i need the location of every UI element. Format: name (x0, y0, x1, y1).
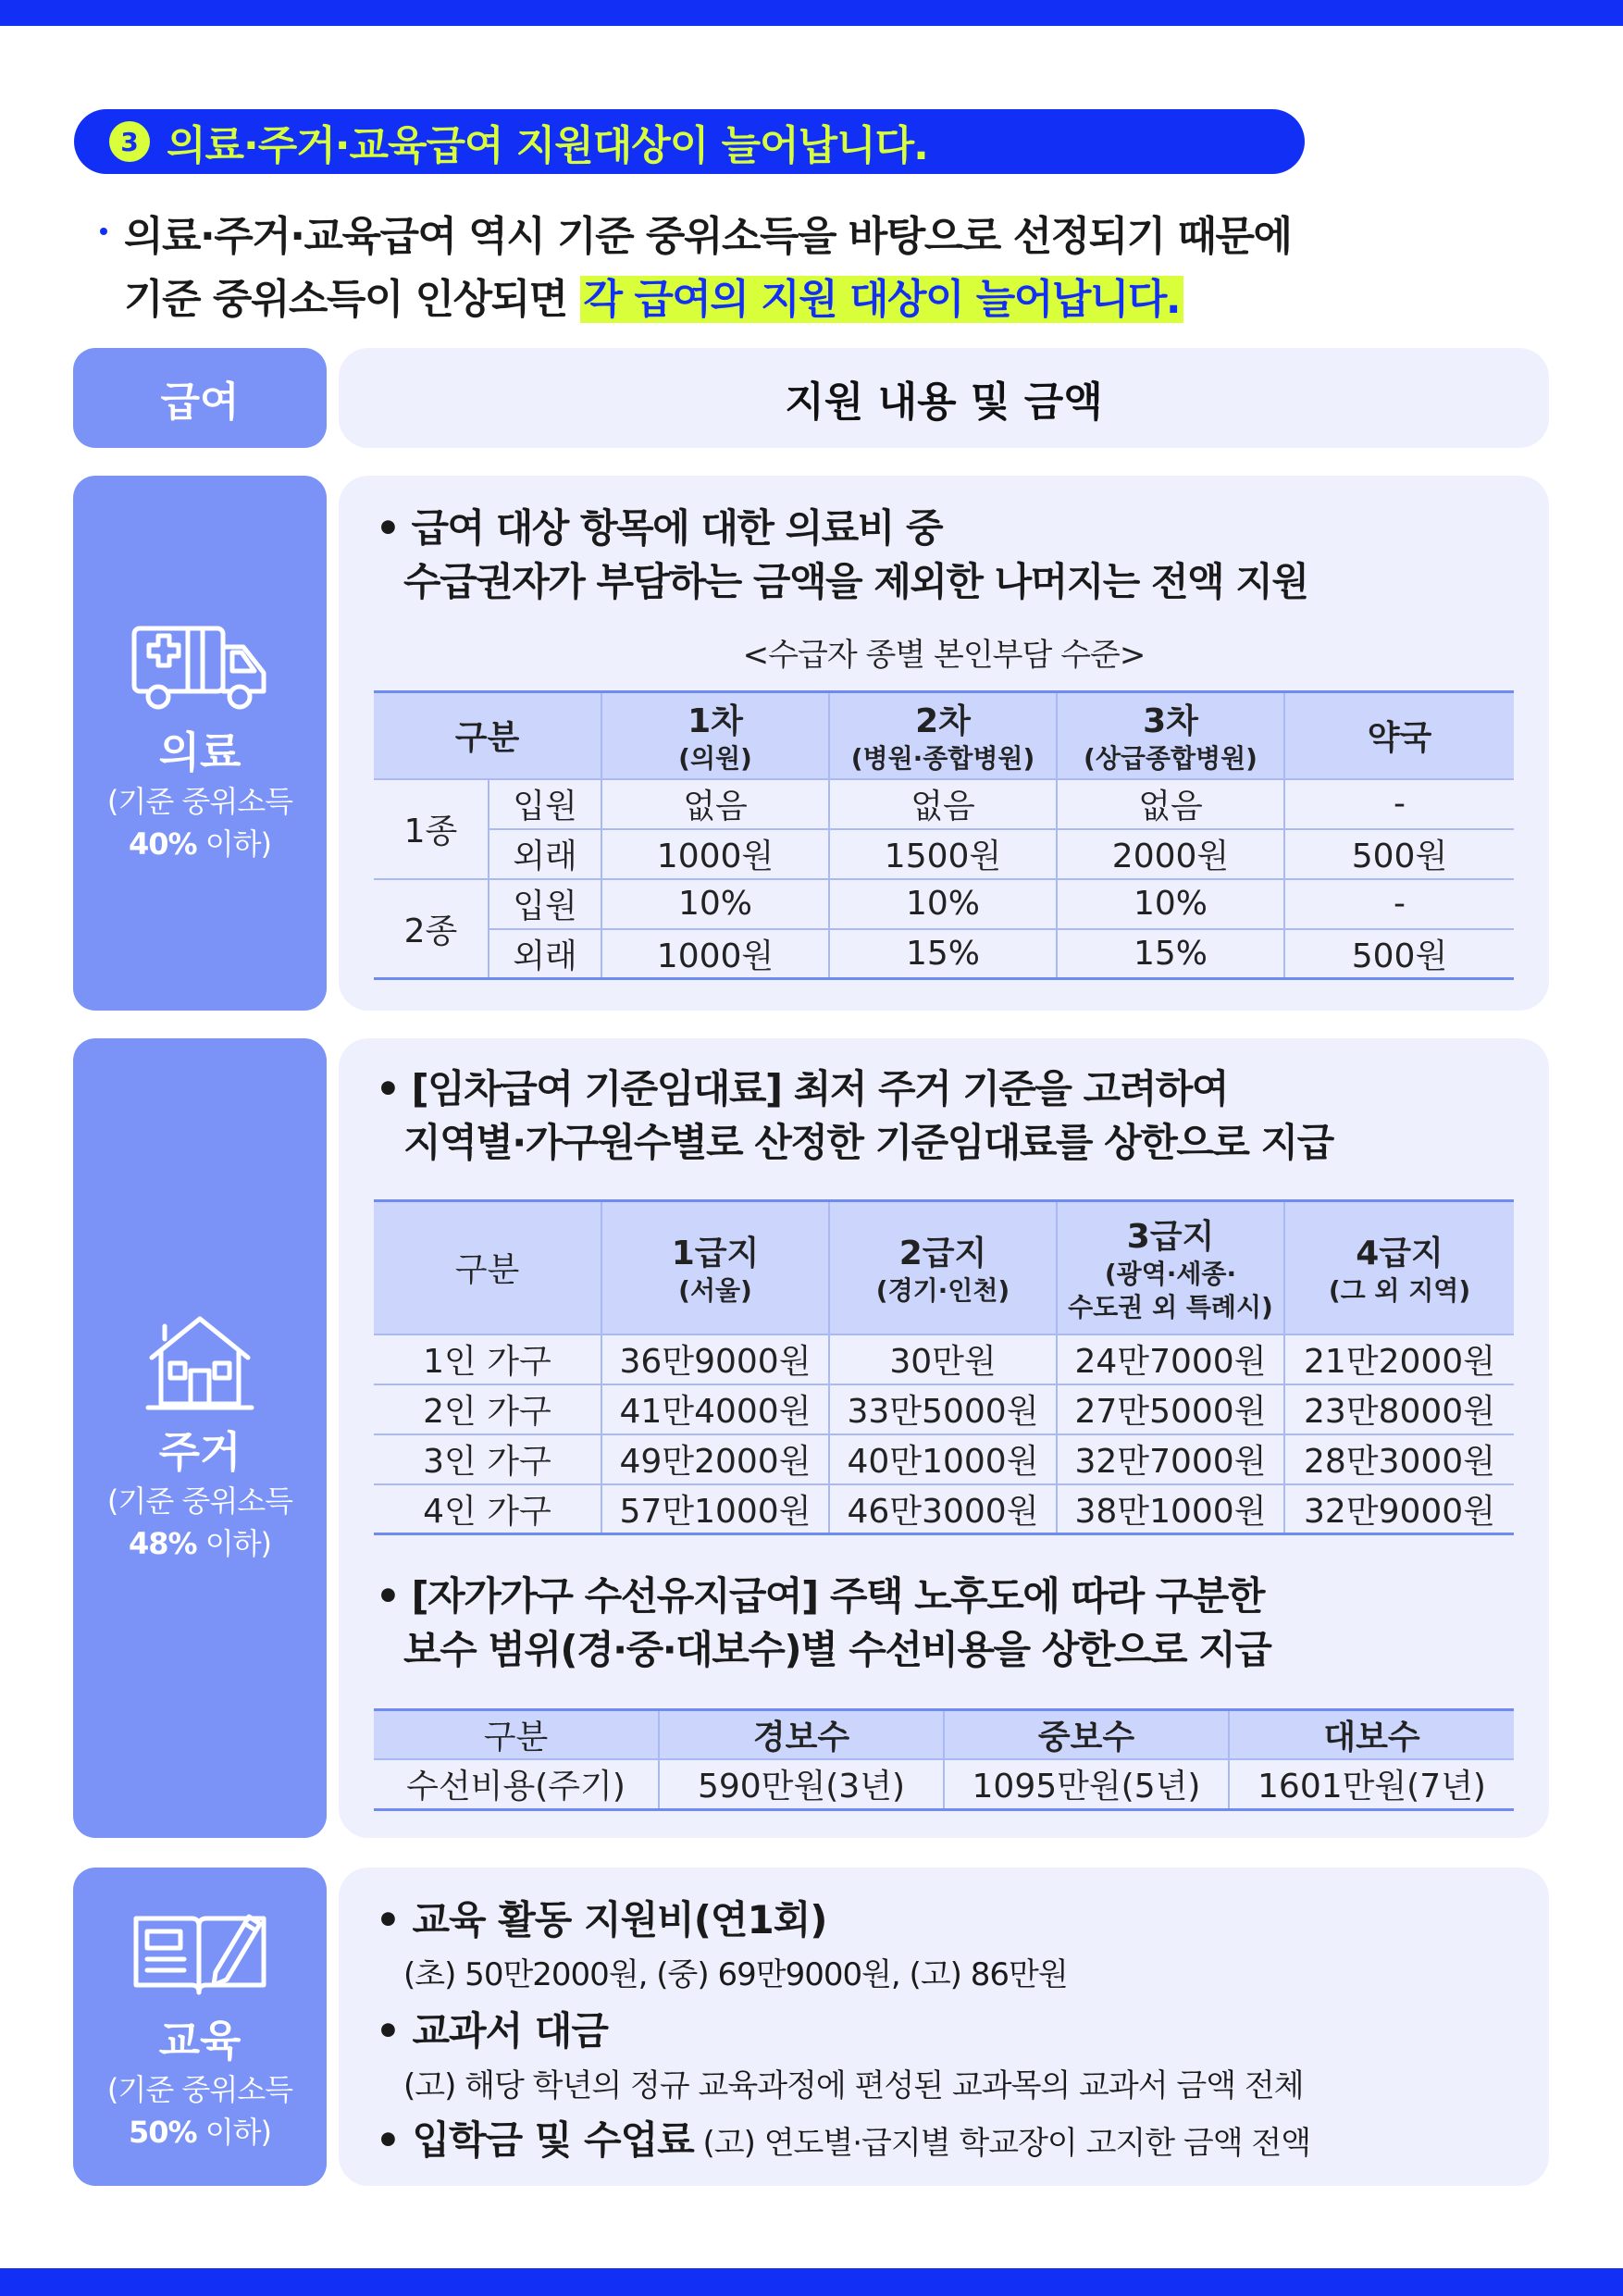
table-header-cell (601, 692, 829, 779)
table-row (374, 1759, 1514, 1809)
housing-criteria-line2 (129, 1522, 271, 1565)
table-cell: - (1284, 879, 1514, 929)
education-textbook-detail: (고) 해당 학년의 정규 교육과정에 편성된 교과목의 교과서 금액 전체 (403, 2067, 1304, 2104)
medical-table-caption: <수급자 종별 본인부담 수준> (742, 637, 1146, 674)
table-header-cell (601, 1201, 829, 1334)
table-cell: 32만7000원 (1057, 1434, 1284, 1484)
column-header-support (339, 348, 1549, 448)
table-row (374, 829, 1514, 879)
col-sub-label: (그 외 지역) (1328, 1275, 1471, 1307)
table-header-cell (1057, 1201, 1284, 1334)
medical-name: 의료 (158, 727, 242, 777)
col-main-label: 2급지 (898, 1235, 987, 1273)
table-cell: 27만5000원 (1057, 1384, 1284, 1434)
table-cell: 49만2000원 (601, 1434, 829, 1484)
table-cell: 28만3000원 (1284, 1434, 1514, 1484)
table-row-label: 3인 가구 (374, 1434, 601, 1484)
table-header-cell (1284, 692, 1514, 779)
medical-bullet (376, 502, 1307, 609)
bullet-dot-icon (100, 228, 107, 235)
table-cell: 500원 (1284, 829, 1514, 879)
table-cell: 57만1000원 (601, 1484, 829, 1534)
education-criteria-pct: 50% (128, 2115, 197, 2150)
education-label (73, 1868, 327, 2186)
bottom-accent-bar (0, 2268, 1623, 2296)
table-header-row (374, 692, 1514, 779)
table-header-cell: 구분 (374, 692, 601, 779)
housing-repair-bullet-line1: • [자가가구 수선유지급여] 주택 노후도에 따라 구분한 (376, 1573, 1264, 1619)
medical-bullet-line1: • 급여 대상 항목에 대한 의료비 중 (376, 505, 943, 551)
col-sub-label: (경기·인천) (875, 1275, 1010, 1307)
table-group-cell: 2종 (374, 879, 489, 979)
col-sub-label: (서울) (678, 1275, 752, 1307)
intro-text (100, 205, 1488, 331)
table-cell: 1601만원(7년) (1229, 1759, 1514, 1809)
table-cell: 10% (601, 879, 829, 929)
table-header-cell (1284, 1201, 1514, 1334)
housing-label (73, 1038, 327, 1838)
table-row-label: 4인 가구 (374, 1484, 601, 1534)
table-cell: 33만5000원 (829, 1384, 1057, 1434)
table-header-cell: 구분 (374, 1201, 601, 1334)
house-icon (144, 1311, 255, 1413)
table-cell: 46만3000원 (829, 1484, 1057, 1534)
table-cell: 없음 (1057, 779, 1284, 829)
table-cell: 15% (829, 929, 1057, 979)
table-cell: 1000원 (601, 829, 829, 879)
column-header-benefit-label: 급여 (160, 379, 240, 426)
medical-label (73, 476, 327, 1011)
table-cell: 10% (1057, 879, 1284, 929)
col-sub-label: (의원) (678, 743, 752, 775)
housing-rent-table (374, 1199, 1514, 1535)
table-cell: 23만8000원 (1284, 1384, 1514, 1434)
table-cell: 30만원 (829, 1334, 1057, 1384)
table-header-row (374, 1201, 1514, 1334)
medical-copay-table (374, 690, 1514, 980)
section-title-pill (74, 109, 1305, 174)
education-activity-detail: (초) 50만2000원, (중) 69만9000원, (고) 86만원 (403, 1956, 1068, 1993)
col-main-label: 3차 (1143, 702, 1198, 741)
education-tuition-detail: (고) 연도별·급지별 학교장이 고지한 금액 전액 (693, 2125, 1311, 2162)
medical-criteria-line1: (기준 중위소득 (106, 784, 293, 819)
table-cell: 21만2000원 (1284, 1334, 1514, 1384)
table-row (374, 879, 1514, 929)
intro-highlight: 각 급여의 지원 대상이 늘어납니다. (580, 276, 1184, 323)
table-row-label: 2인 가구 (374, 1384, 601, 1434)
housing-name: 주거 (158, 1427, 242, 1477)
table-cell: 입원 (489, 879, 601, 929)
table-cell: 1095만원(5년) (944, 1759, 1229, 1809)
housing-content (339, 1038, 1549, 1838)
housing-criteria-suffix: 이하) (196, 1526, 272, 1561)
intro-line-1: 의료·주거·교육급여 역시 기준 중위소득을 바탕으로 선정되기 때문에 (124, 213, 1292, 260)
table-row (374, 1384, 1514, 1434)
housing-rent-bullet-line2: 지역별·가구원수별로 산정한 기준임대료를 상한으로 지급 (403, 1120, 1333, 1165)
table-cell: 2000원 (1057, 829, 1284, 879)
education-tuition-title: • 입학금 및 수업료 (376, 2117, 694, 2163)
housing-rent-bullet (376, 1062, 1333, 1170)
table-cell: 500원 (1284, 929, 1514, 979)
housing-repair-bullet (376, 1570, 1270, 1677)
col-main-label: 약국 (1367, 719, 1432, 758)
col-main-label: 1급지 (671, 1235, 760, 1273)
education-bullet-textbook: • 교과서 대금 (376, 2008, 608, 2054)
col-sub-label: (상급종합병원) (1084, 743, 1258, 775)
table-header-cell: 구분 (374, 1710, 659, 1760)
col-main-label: 3급지 (1126, 1218, 1215, 1257)
col-main-label: 4급지 (1356, 1235, 1443, 1273)
ambulance-icon (130, 621, 269, 714)
book-pencil-icon (130, 1900, 269, 2002)
intro-line-2-plain: 기준 중위소득이 인상되면 (124, 276, 580, 323)
medical-bullet-line2: 수급권자가 부담하는 금액을 제외한 나머지는 전액 지원 (403, 559, 1308, 604)
table-cell: 입원 (489, 779, 601, 829)
column-header-support-label: 지원 내용 및 금액 (785, 379, 1103, 426)
housing-repair-table (374, 1708, 1514, 1811)
housing-criteria-line1: (기준 중위소득 (106, 1483, 293, 1519)
medical-criteria-line2 (129, 823, 271, 865)
table-cell: 590만원(3년) (659, 1759, 944, 1809)
table-row (374, 1484, 1514, 1534)
top-accent-bar (0, 0, 1623, 26)
table-cell: - (1284, 779, 1514, 829)
table-row-label: 1인 가구 (374, 1334, 601, 1384)
table-header-cell: 경보수 (659, 1710, 944, 1760)
column-header-benefit (73, 348, 327, 448)
table-cell: 없음 (601, 779, 829, 829)
table-row (374, 929, 1514, 979)
table-header-cell: 중보수 (944, 1710, 1229, 1760)
education-criteria-line1: (기준 중위소득 (106, 2072, 293, 2107)
education-bullet-tuition (376, 2110, 1310, 2166)
housing-repair-bullet-line2: 보수 범위(경·중·대보수)별 수선비용을 상한으로 지급 (403, 1627, 1271, 1672)
education-criteria-suffix: 이하) (196, 2115, 272, 2150)
section-number-badge: 3 (109, 121, 150, 162)
table-header-cell (829, 692, 1057, 779)
table-group-cell: 1종 (374, 779, 489, 879)
table-cell: 24만7000원 (1057, 1334, 1284, 1384)
education-content (339, 1868, 1549, 2186)
intro-line-2 (100, 268, 1488, 331)
education-name: 교육 (158, 2016, 242, 2066)
table-header-cell (1057, 692, 1284, 779)
table-cell: 15% (1057, 929, 1284, 979)
table-row (374, 1334, 1514, 1384)
table-cell: 외래 (489, 929, 601, 979)
col-main-label: 1차 (688, 702, 743, 741)
housing-rent-bullet-line1: • [임차급여 기준임대료] 최저 주거 기준을 고려하여 (376, 1066, 1228, 1111)
col-sub-label-2: 수도권 외 특례시) (1068, 1292, 1273, 1323)
table-header-cell: 대보수 (1229, 1710, 1514, 1760)
table-cell: 1500원 (829, 829, 1057, 879)
table-cell: 외래 (489, 829, 601, 879)
table-cell: 36만9000원 (601, 1334, 829, 1384)
medical-criteria-suffix: 이하) (196, 826, 272, 862)
education-criteria-line2 (129, 2111, 271, 2153)
table-cell: 32만9000원 (1284, 1484, 1514, 1534)
table-row (374, 779, 1514, 829)
table-cell: 41만4000원 (601, 1384, 829, 1434)
col-sub-label: (광역·세종· (1104, 1259, 1237, 1290)
section-title: 의료·주거·교육급여 지원대상이 늘어납니다. (167, 122, 928, 169)
medical-criteria-pct: 40% (128, 826, 197, 862)
table-cell: 1000원 (601, 929, 829, 979)
col-main-label: 2차 (915, 702, 971, 741)
table-row (374, 1434, 1514, 1484)
table-row-label: 수선비용(주기) (374, 1759, 659, 1809)
table-cell: 없음 (829, 779, 1057, 829)
table-header-cell (829, 1201, 1057, 1334)
col-sub-label: (병원·종합병원) (850, 743, 1035, 775)
table-cell: 38만1000원 (1057, 1484, 1284, 1534)
table-header-row (374, 1710, 1514, 1760)
table-cell: 10% (829, 879, 1057, 929)
housing-criteria-pct: 48% (128, 1526, 197, 1561)
education-bullet-activity: • 교육 활동 지원비(연1회) (376, 1897, 827, 1942)
table-cell: 40만1000원 (829, 1434, 1057, 1484)
medical-content (339, 476, 1549, 1011)
